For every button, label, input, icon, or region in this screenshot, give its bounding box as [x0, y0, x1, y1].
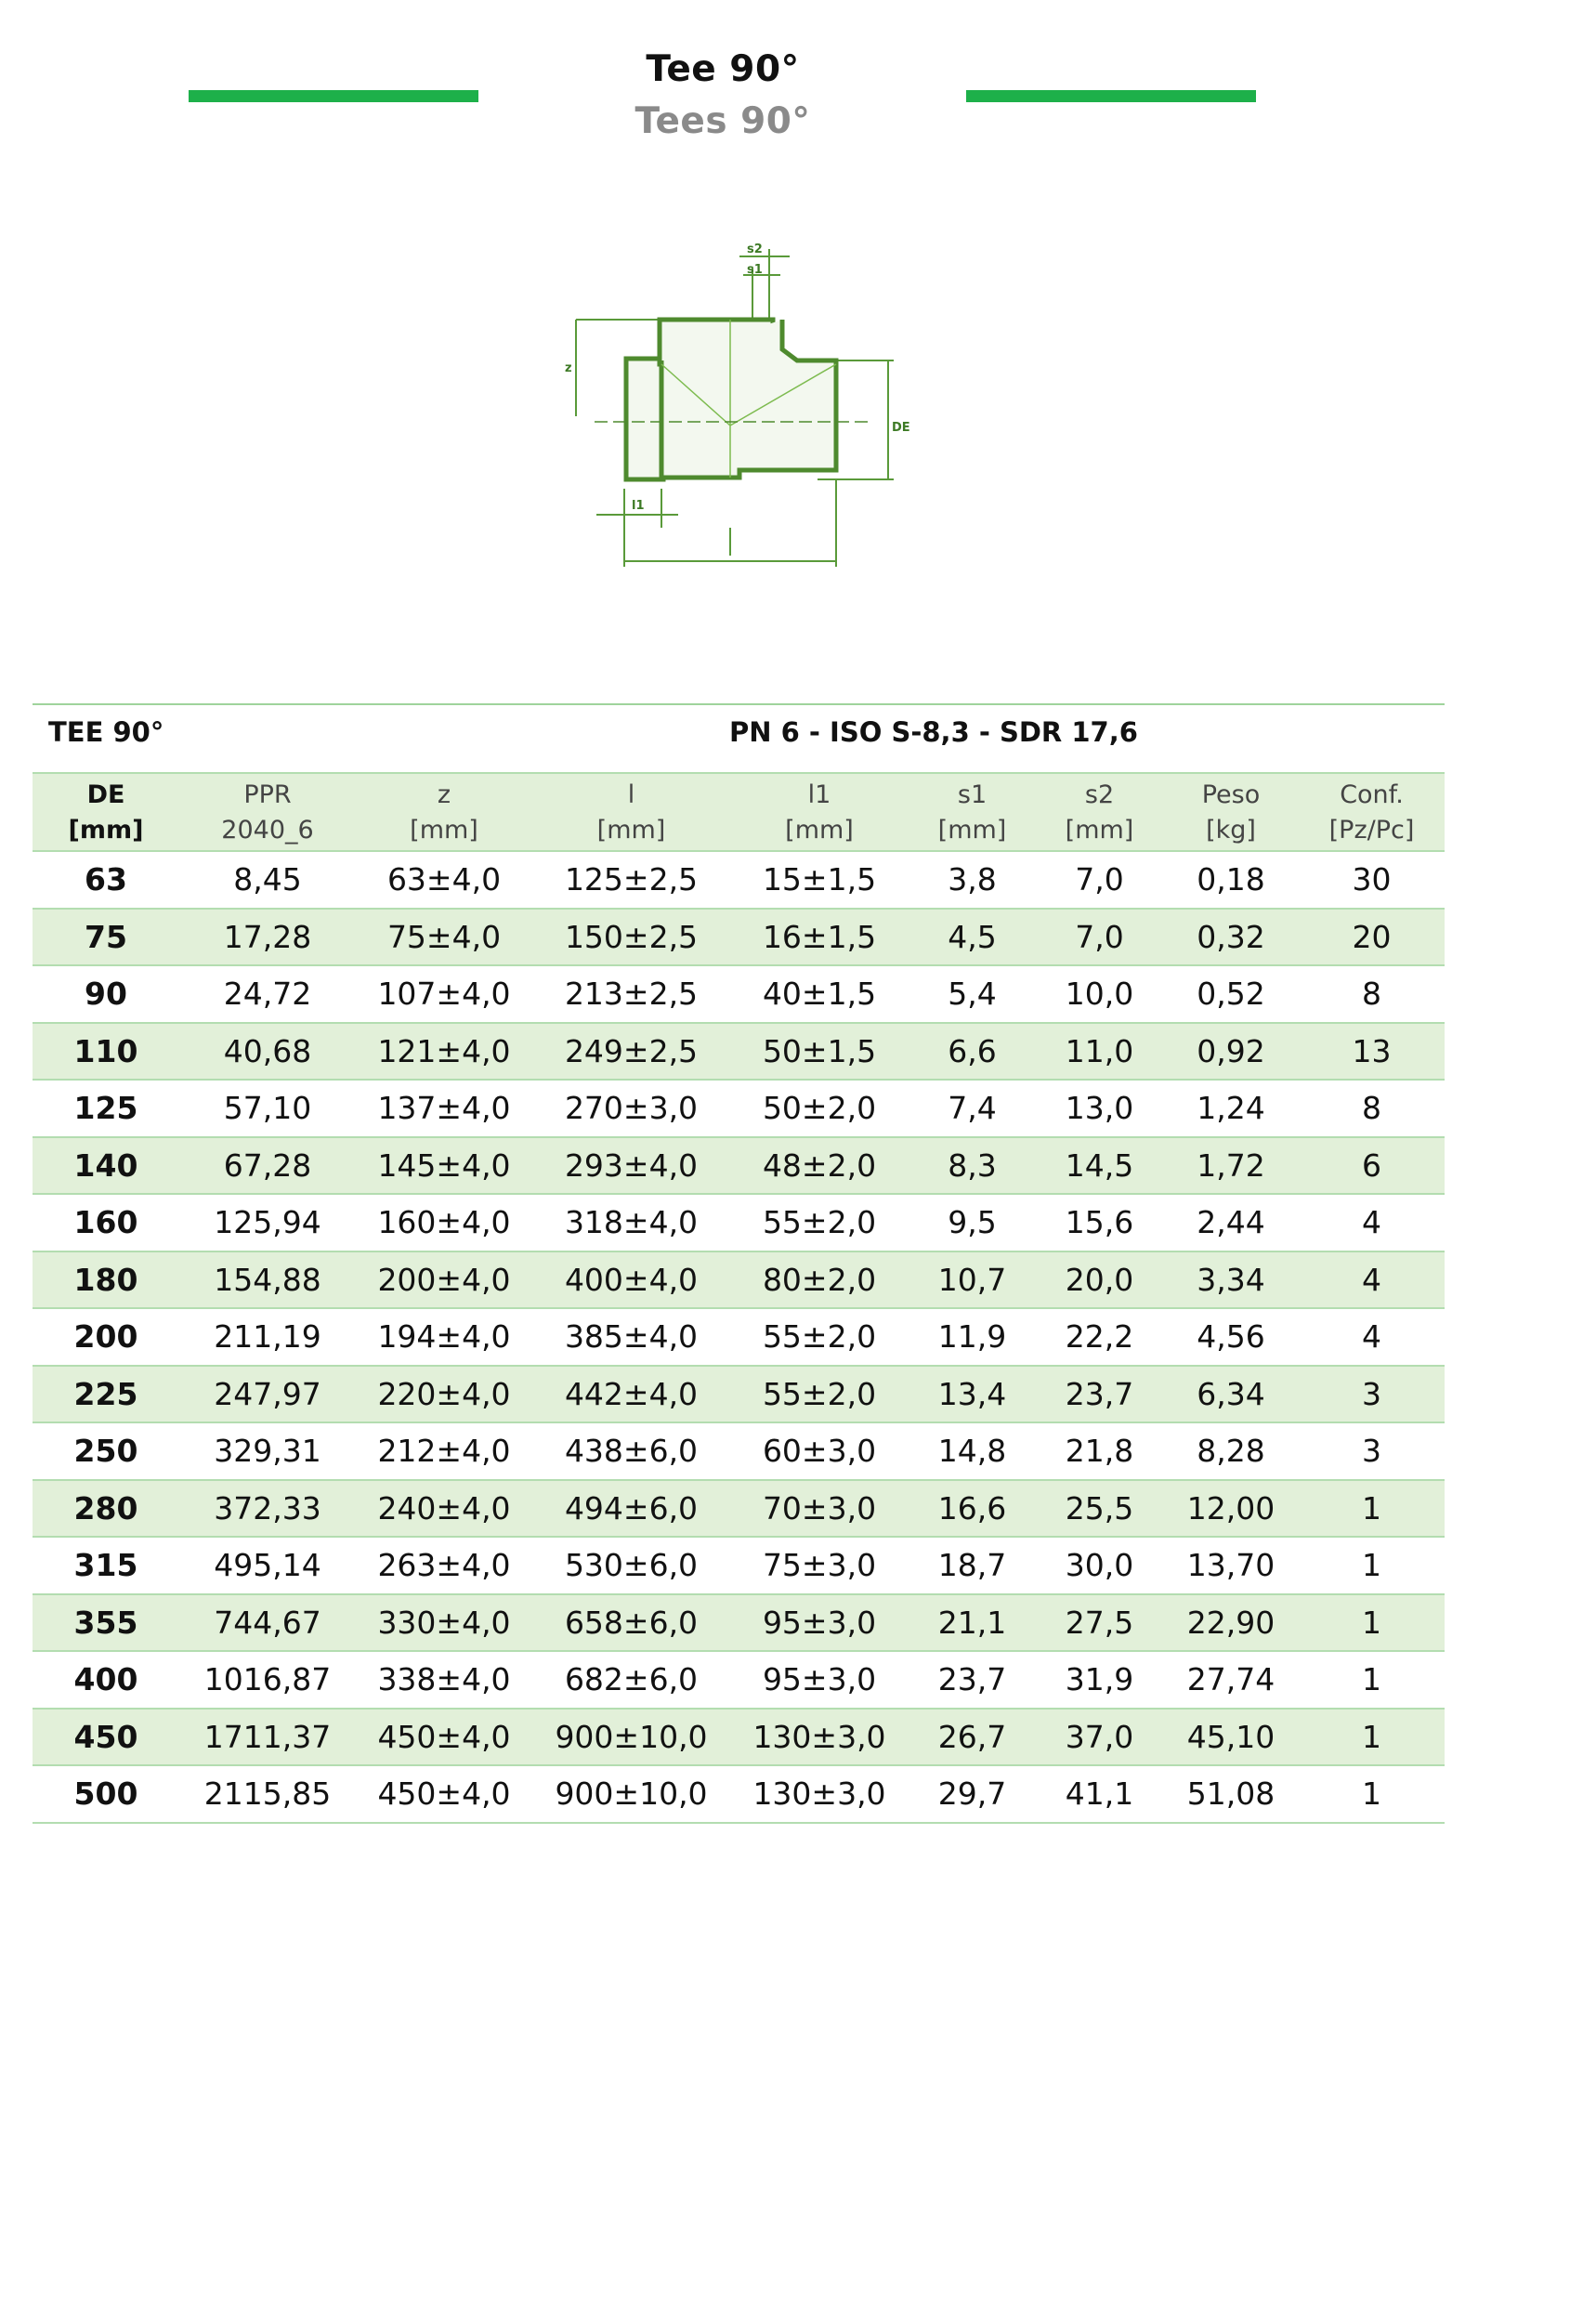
- table-cell: 900±10,0: [532, 1765, 730, 1823]
- table-cell: 438±6,0: [532, 1422, 730, 1480]
- table-row: [33, 1308, 1445, 1366]
- table-cell: 1: [1299, 1765, 1445, 1823]
- table-cell: 200±4,0: [356, 1251, 532, 1309]
- table-cell: 26,7: [909, 1709, 1036, 1766]
- table-cell: 55±2,0: [730, 1366, 909, 1423]
- table-cell: 16±1,5: [730, 909, 909, 966]
- column-header-unit: [mm]: [596, 816, 666, 845]
- table-cell: 355: [33, 1594, 179, 1652]
- table-cell: 130±3,0: [730, 1765, 909, 1823]
- table-cell: 338±4,0: [356, 1651, 532, 1709]
- label-s1: s1: [747, 263, 763, 277]
- table-cell: 1: [1299, 1709, 1445, 1766]
- table-cell: 318±4,0: [532, 1194, 730, 1251]
- table-cell: 14,5: [1036, 1137, 1163, 1195]
- table-cell: 13,70: [1163, 1537, 1299, 1594]
- table-cell: 75±4,0: [356, 909, 532, 966]
- table-cell: 40±1,5: [730, 965, 909, 1023]
- table-cell: 4: [1299, 1194, 1445, 1251]
- label-de: DE: [892, 421, 910, 435]
- column-header-label: l1: [807, 780, 831, 809]
- column-header: [1163, 773, 1299, 851]
- table-cell: 150±2,5: [532, 909, 730, 966]
- table-cell: 13,0: [1036, 1080, 1163, 1137]
- table-row: [33, 909, 1445, 966]
- table-cell: 137±4,0: [356, 1080, 532, 1137]
- table-cell: 20: [1299, 909, 1445, 966]
- table-cell: 1016,87: [179, 1651, 356, 1709]
- table-cell: 55±2,0: [730, 1194, 909, 1251]
- table-cell: 95±3,0: [730, 1651, 909, 1709]
- table-cell: 95±3,0: [730, 1594, 909, 1652]
- table-cell: 125,94: [179, 1194, 356, 1251]
- table-cell: 530±6,0: [532, 1537, 730, 1594]
- table-cell: 2,44: [1163, 1194, 1299, 1251]
- table-cell: 14,8: [909, 1422, 1036, 1480]
- table-cell: 4,56: [1163, 1308, 1299, 1366]
- table-cell: 51,08: [1163, 1765, 1299, 1823]
- table-cell: 80±2,0: [730, 1251, 909, 1309]
- table-cell: 25,5: [1036, 1480, 1163, 1538]
- table-row: [33, 1594, 1445, 1652]
- table-cell: 385±4,0: [532, 1308, 730, 1366]
- table-cell: 15,6: [1036, 1194, 1163, 1251]
- table-cell: 211,19: [179, 1308, 356, 1366]
- table-cell: 8: [1299, 965, 1445, 1023]
- table-body: [33, 851, 1445, 1823]
- column-header: [179, 773, 356, 851]
- table-row: [33, 1137, 1445, 1195]
- column-header-label: z: [437, 780, 451, 809]
- table-cell: 3,34: [1163, 1251, 1299, 1309]
- table-cell: 220±4,0: [356, 1366, 532, 1423]
- table-cell: 75±3,0: [730, 1537, 909, 1594]
- table-cell: 67,28: [179, 1137, 356, 1195]
- table-cell: 249±2,5: [532, 1023, 730, 1081]
- table-row: [33, 1194, 1445, 1251]
- label-z: z: [565, 361, 572, 375]
- table-cell: 495,14: [179, 1537, 356, 1594]
- column-header: [1299, 773, 1445, 851]
- table-cell: 8,3: [909, 1137, 1036, 1195]
- table-cell: 70±3,0: [730, 1480, 909, 1538]
- table-cell: 140: [33, 1137, 179, 1195]
- table-cell: 658±6,0: [532, 1594, 730, 1652]
- table-cell: 20,0: [1036, 1251, 1163, 1309]
- table-cell: 21,8: [1036, 1422, 1163, 1480]
- column-header-unit: [mm]: [937, 816, 1007, 845]
- table-row: [33, 1366, 1445, 1423]
- table-cell: 145±4,0: [356, 1137, 532, 1195]
- table-cell: 900±10,0: [532, 1709, 730, 1766]
- table-cell: 5,4: [909, 965, 1036, 1023]
- table-cell: 400: [33, 1651, 179, 1709]
- table-cell: 7,0: [1036, 909, 1163, 966]
- table-cell: 9,5: [909, 1194, 1036, 1251]
- table-cell: 6: [1299, 1137, 1445, 1195]
- column-header: [730, 773, 909, 851]
- table-cell: 450: [33, 1709, 179, 1766]
- table-cell: 27,74: [1163, 1651, 1299, 1709]
- dimensions-table-section: [33, 703, 1445, 1824]
- table-row: [33, 851, 1445, 909]
- table-row: [33, 1480, 1445, 1538]
- table-cell: 18,7: [909, 1537, 1036, 1594]
- table-cell: 263±4,0: [356, 1537, 532, 1594]
- table-cell: 22,90: [1163, 1594, 1299, 1652]
- table-cell: 442±4,0: [532, 1366, 730, 1423]
- table-cell: 45,10: [1163, 1709, 1299, 1766]
- column-header-unit: [mm]: [410, 816, 478, 845]
- table-cell: 3: [1299, 1422, 1445, 1480]
- dimensions-table: [33, 772, 1445, 1824]
- table-cell: 30,0: [1036, 1537, 1163, 1594]
- table-cell: 125±2,5: [532, 851, 730, 909]
- table-cell: 8,45: [179, 851, 356, 909]
- table-cell: 8: [1299, 1080, 1445, 1137]
- column-header-label: s1: [957, 780, 988, 809]
- table-cell: 121±4,0: [356, 1023, 532, 1081]
- table-row: [33, 1023, 1445, 1081]
- table-cell: 1,24: [1163, 1080, 1299, 1137]
- table-cell: 280: [33, 1480, 179, 1538]
- column-header: [356, 773, 532, 851]
- table-cell: 110: [33, 1023, 179, 1081]
- table-name: TEE 90°: [48, 716, 164, 748]
- column-header-label: DE: [86, 780, 125, 809]
- table-cell: 1: [1299, 1537, 1445, 1594]
- table-cell: 75: [33, 909, 179, 966]
- table-cell: 160: [33, 1194, 179, 1251]
- table-cell: 11,9: [909, 1308, 1036, 1366]
- column-header-unit: [mm]: [1065, 816, 1134, 845]
- table-cell: 107±4,0: [356, 965, 532, 1023]
- table-cell: 23,7: [909, 1651, 1036, 1709]
- table-cell: 12,00: [1163, 1480, 1299, 1538]
- table-row: [33, 1709, 1445, 1766]
- table-cell: 24,72: [179, 965, 356, 1023]
- table-cell: 1: [1299, 1651, 1445, 1709]
- table-cell: 22,2: [1036, 1308, 1163, 1366]
- table-cell: 0,52: [1163, 965, 1299, 1023]
- column-header: [33, 773, 179, 851]
- table-cell: 194±4,0: [356, 1308, 532, 1366]
- table-cell: 10,7: [909, 1251, 1036, 1309]
- table-cell: 27,5: [1036, 1594, 1163, 1652]
- table-cell: 16,6: [909, 1480, 1036, 1538]
- table-cell: 23,7: [1036, 1366, 1163, 1423]
- table-cell: 400±4,0: [532, 1251, 730, 1309]
- table-cell: 40,68: [179, 1023, 356, 1081]
- table-cell: 21,1: [909, 1594, 1036, 1652]
- column-header: [909, 773, 1036, 851]
- page-subtitle: Tees 90°: [634, 100, 811, 142]
- table-cell: 7,0: [1036, 851, 1163, 909]
- table-cell: 10,0: [1036, 965, 1163, 1023]
- table-cell: 50±1,5: [730, 1023, 909, 1081]
- tee-90-drawing-icon: [557, 230, 929, 574]
- table-cell: 31,9: [1036, 1651, 1163, 1709]
- column-header-label: s2: [1084, 780, 1115, 809]
- table-row: [33, 1765, 1445, 1823]
- column-header-unit: [Pz/Pc]: [1328, 816, 1415, 845]
- table-cell: 3,8: [909, 851, 1036, 909]
- table-cell: 15±1,5: [730, 851, 909, 909]
- table-cell: 250: [33, 1422, 179, 1480]
- table-cell: 7,4: [909, 1080, 1036, 1137]
- table-cell: 372,33: [179, 1480, 356, 1538]
- table-cell: 17,28: [179, 909, 356, 966]
- table-cell: 50±2,0: [730, 1080, 909, 1137]
- table-cell: 329,31: [179, 1422, 356, 1480]
- table-cell: 270±3,0: [532, 1080, 730, 1137]
- table-cell: 0,32: [1163, 909, 1299, 966]
- table-cell: 293±4,0: [532, 1137, 730, 1195]
- table-cell: 213±2,5: [532, 965, 730, 1023]
- table-cell: 450±4,0: [356, 1709, 532, 1766]
- table-cell: 180: [33, 1251, 179, 1309]
- table-cell: 450±4,0: [356, 1765, 532, 1823]
- table-cell: 682±6,0: [532, 1651, 730, 1709]
- table-cell: 1: [1299, 1480, 1445, 1538]
- table-cell: 4,5: [909, 909, 1036, 966]
- table-cell: 240±4,0: [356, 1480, 532, 1538]
- table-row: [33, 965, 1445, 1023]
- table-cell: 8,28: [1163, 1422, 1299, 1480]
- table-cell: 200: [33, 1308, 179, 1366]
- table-cell: 125: [33, 1080, 179, 1137]
- table-cell: 160±4,0: [356, 1194, 532, 1251]
- table-cell: 4: [1299, 1308, 1445, 1366]
- table-cell: 494±6,0: [532, 1480, 730, 1538]
- table-cell: 60±3,0: [730, 1422, 909, 1480]
- table-cell: 30: [1299, 851, 1445, 909]
- table-cell: 2115,85: [179, 1765, 356, 1823]
- table-cell: 315: [33, 1537, 179, 1594]
- table-cell: 63: [33, 851, 179, 909]
- table-row: [33, 1422, 1445, 1480]
- page-title: Tee 90°: [646, 48, 800, 90]
- table-cell: 744,67: [179, 1594, 356, 1652]
- table-cell: 0,18: [1163, 851, 1299, 909]
- table-cell: 1: [1299, 1594, 1445, 1652]
- table-header-row: [33, 773, 1445, 851]
- table-cell: 225: [33, 1366, 179, 1423]
- table-cell: 6,34: [1163, 1366, 1299, 1423]
- table-cell: 247,97: [179, 1366, 356, 1423]
- table-cell: 13: [1299, 1023, 1445, 1081]
- table-cell: 55±2,0: [730, 1308, 909, 1366]
- table-row: [33, 1651, 1445, 1709]
- label-s2: s2: [747, 242, 763, 256]
- table-spec: PN 6 - ISO S-8,3 - SDR 17,6: [729, 716, 1138, 748]
- table-caption: [33, 703, 1445, 772]
- column-header: [1036, 773, 1163, 851]
- table-cell: 212±4,0: [356, 1422, 532, 1480]
- table-cell: 63±4,0: [356, 851, 532, 909]
- table-cell: 154,88: [179, 1251, 356, 1309]
- table-cell: 11,0: [1036, 1023, 1163, 1081]
- table-cell: 330±4,0: [356, 1594, 532, 1652]
- column-header-label: Peso: [1201, 780, 1261, 809]
- table-cell: 37,0: [1036, 1709, 1163, 1766]
- table-cell: 48±2,0: [730, 1137, 909, 1195]
- table-row: [33, 1251, 1445, 1309]
- table-cell: 90: [33, 965, 179, 1023]
- table-cell: 41,1: [1036, 1765, 1163, 1823]
- table-cell: 1,72: [1163, 1137, 1299, 1195]
- table-cell: 0,92: [1163, 1023, 1299, 1081]
- label-l1: l1: [632, 499, 645, 513]
- table-cell: 130±3,0: [730, 1709, 909, 1766]
- column-header-unit: [mm]: [785, 816, 854, 845]
- table-row: [33, 1537, 1445, 1594]
- table-cell: 6,6: [909, 1023, 1036, 1081]
- table-cell: 500: [33, 1765, 179, 1823]
- column-header-unit: [kg]: [1206, 816, 1256, 845]
- column-header-label: PPR: [243, 780, 292, 809]
- table-cell: 29,7: [909, 1765, 1036, 1823]
- column-header-label: l: [627, 780, 635, 809]
- column-header-unit: [mm]: [68, 816, 144, 845]
- column-header: [532, 773, 730, 851]
- table-cell: 13,4: [909, 1366, 1036, 1423]
- table-cell: 3: [1299, 1366, 1445, 1423]
- table-cell: 4: [1299, 1251, 1445, 1309]
- table-row: [33, 1080, 1445, 1137]
- table-cell: 57,10: [179, 1080, 356, 1137]
- column-header-unit: 2040_6: [221, 816, 314, 845]
- column-header-label: Conf.: [1340, 780, 1404, 809]
- table-cell: 1711,37: [179, 1709, 356, 1766]
